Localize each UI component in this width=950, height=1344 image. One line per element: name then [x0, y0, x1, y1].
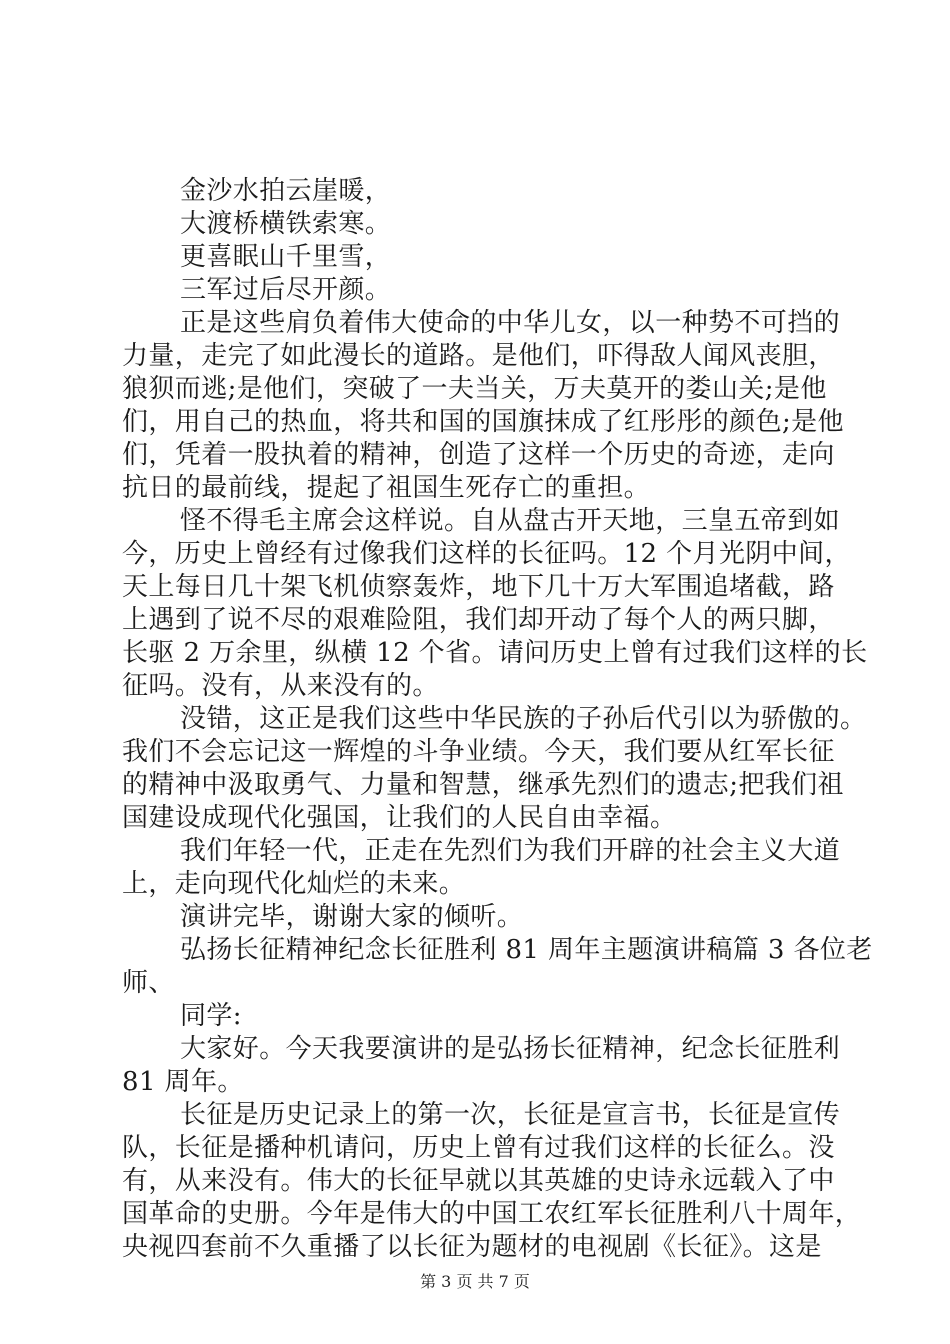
- text-line: 的精神中汲取勇气、力量和智慧，继承先烈们的遗志;把我们祖: [122, 770, 844, 800]
- text-line: 央视四套前不久重播了以长征为题材的电视剧《长征》。这是: [122, 1232, 822, 1262]
- text-line: 抗日的最前线，提起了祖国生死存亡的重担。: [122, 473, 651, 503]
- text-line: 上，走向现代化灿烂的未来。: [122, 869, 466, 899]
- text-line: 们，凭着一股执着的精神，创造了这样一个历史的奇迹，走向: [122, 440, 835, 470]
- text-line: 怪不得毛主席会这样说。自从盘古开天地，三皇五帝到如: [180, 506, 841, 536]
- text-line: 金沙水拍云崖暖，: [180, 176, 392, 206]
- text-line: 征吗。没有，从来没有的。: [122, 671, 439, 701]
- text-line: 队，长征是播种机请问，历史上曾有过我们这样的长征么。没: [122, 1133, 835, 1163]
- page-number-footer: 第 3 页 共 7 页: [420, 1272, 530, 1291]
- text-line: 我们年轻一代，正走在先烈们为我们开辟的社会主义大道: [180, 836, 841, 866]
- text-line: 国革命的史册。今年是伟大的中国工农红军长征胜利八十周年，: [122, 1199, 862, 1229]
- text-line: 狼狈而逃;是他们，突破了一夫当关，万夫莫开的娄山关;是他: [122, 374, 827, 404]
- text-line: 们，用自己的热血，将共和国的国旗抹成了红彤彤的颜色;是他: [122, 407, 844, 437]
- text-line: 国建设成现代化强国，让我们的人民自由幸福。: [122, 803, 677, 833]
- text-line: 三军过后尽开颜。: [180, 275, 392, 305]
- text-line: 师、: [122, 968, 175, 998]
- text-line: 天上每日几十架飞机侦察轰炸，地下几十万大军围追堵截，路: [122, 572, 835, 602]
- text-line: 我们不会忘记这一辉煌的斗争业绩。今天，我们要从红军长征: [122, 737, 835, 767]
- text-line: 力量，走完了如此漫长的道路。是他们，吓得敌人闻风丧胆，: [122, 341, 835, 371]
- text-line: 今，历史上曾经有过像我们这样的长征吗。12 个月光阴中间，: [122, 539, 851, 569]
- text-line: 正是这些肩负着伟大使命的中华儿女，以一种势不可挡的: [180, 308, 841, 338]
- text-line: 81 周年。: [122, 1067, 244, 1097]
- text-line: 长驱 2 万余里，纵横 12 个省。请问历史上曾有过我们这样的长: [122, 638, 868, 668]
- text-line: 长征是历史记录上的第一次，长征是宣言书，长征是宣传: [180, 1100, 841, 1130]
- text-line: 有，从来没有。伟大的长征早就以其英雄的史诗永远载入了中: [122, 1166, 835, 1196]
- text-line: 上遇到了说不尽的艰难险阻，我们却开动了每个人的两只脚，: [122, 605, 835, 635]
- text-line: 大渡桥横铁索寒。: [180, 209, 392, 239]
- text-line: 演讲完毕，谢谢大家的倾听。: [180, 902, 524, 932]
- text-line: 大家好。今天我要演讲的是弘扬长征精神，纪念长征胜利: [180, 1034, 841, 1064]
- text-line: 同学:: [180, 1001, 242, 1031]
- text-line: 没错，这正是我们这些中华民族的子孙后代引以为骄傲的。: [180, 704, 867, 734]
- text-line: 弘扬长征精神纪念长征胜利 81 周年主题演讲稿篇 3 各位老: [180, 935, 873, 965]
- text-line: 更喜眠山千里雪，: [180, 242, 392, 272]
